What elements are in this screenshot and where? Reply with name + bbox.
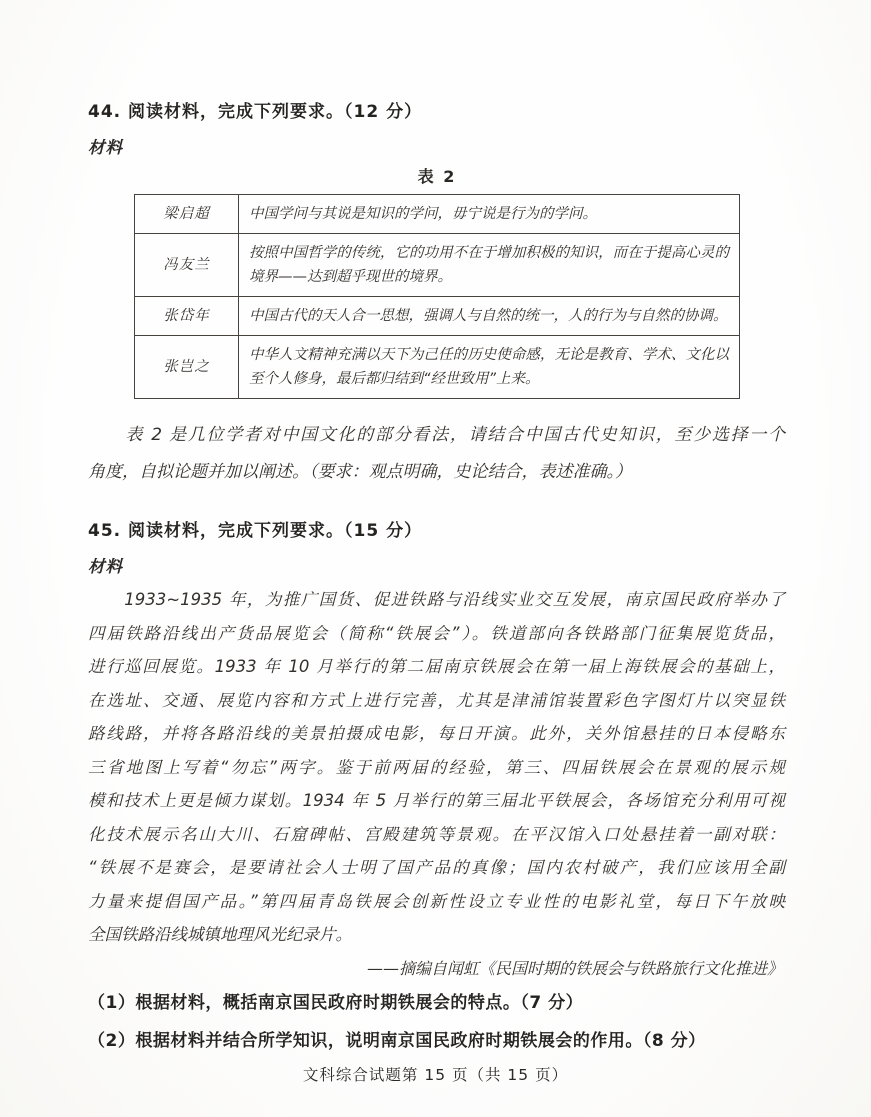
scholar-view: 中国学问与其说是知识的学问，毋宁说是行为的学问。 bbox=[239, 195, 740, 234]
page-footer: 文科综合试题第 15 页（共 15 页） bbox=[302, 1066, 569, 1084]
q44-prompt-line: 表 2 是几位学者对中国文化的部分看法，请结合中国古代史知识，至少选择一个 bbox=[125, 425, 785, 445]
material-line: 在选址、交通、展览内容和方式上进行完善，尤其是津浦馆装置彩色字图灯片以突显铁 bbox=[88, 690, 785, 710]
q45-subquestion-2: （2）根据材料并结合所学知识，说明南京国民政府时期铁展会的作用。（8 分） bbox=[88, 1030, 706, 1051]
material-line: “铁展不是赛会，是要请社会人士明了国产品的真像；国内农村破产，我们应该用全副 bbox=[88, 858, 785, 877]
q45-stem: 45. 阅读材料，完成下列要求。（15 分） bbox=[88, 521, 423, 541]
scholar-name: 张岂之 bbox=[135, 336, 239, 399]
q44-prompt bbox=[88, 417, 785, 491]
material-line: 进行巡回展览。1933 年 10 月举行的第二届南京铁展会在第一届上海铁展会的基础上， bbox=[88, 657, 785, 676]
q44-stem: 44. 阅读材料，完成下列要求。（12 分） bbox=[88, 102, 423, 122]
material-line: 路线路，并将各路沿线的美景拍摄成电影，每日开演。此外，关外馆悬挂的日本侵略东 bbox=[88, 724, 785, 743]
q45-material-label: 材料 bbox=[88, 557, 123, 576]
material-line: 全国铁路沿线城镇地理风光纪录片。 bbox=[88, 925, 352, 944]
q44-scholar-table bbox=[134, 194, 740, 399]
scholar-view: 按照中国哲学的传统，它的功用不在于增加积极的知识，而在于提高心灵的境界——达到超乎现世的境界。 bbox=[239, 234, 740, 297]
scholar-name: 梁启超 bbox=[135, 195, 239, 234]
table-row bbox=[135, 234, 740, 297]
material-line: 力量来提倡国产品。”第四届青岛铁展会创新性设立专业性的电影礼堂，每日下午放映 bbox=[88, 891, 785, 911]
scholar-view: 中华人文精神充满以天下为己任的历史使命感，无论是教育、学术、文化以至个人修身，最后都归结到“经世致用”上来。 bbox=[239, 336, 740, 399]
material-line: 三省地图上写着“勿忘”两字。鉴于前两届的经验，第三、四届铁展会在景观的展示规 bbox=[88, 757, 785, 777]
material-line: 化技术展示名山大川、石窟碑帖、宫殿建筑等景观。在平汉馆入口处悬挂着一副对联： bbox=[88, 824, 785, 844]
scholar-name: 冯友兰 bbox=[135, 234, 239, 297]
material-line: 四届铁路沿线出产货品展览会（简称“铁展会”）。铁道部向各铁路部门征集展览货品， bbox=[88, 623, 785, 643]
scholar-name: 张岱年 bbox=[135, 297, 239, 336]
material-line: 1933~1935 年，为推广国货、促进铁路与沿线实业交互发展，南京国民政府举办了 bbox=[124, 590, 785, 609]
q45-source-attribution: ——摘编自闻虹《民国时期的铁展会与铁路旅行文化推进》 bbox=[366, 958, 783, 978]
q44-material-label: 材料 bbox=[88, 138, 123, 157]
q45-material-body bbox=[88, 583, 785, 952]
table-row bbox=[135, 195, 740, 234]
q45-subquestion-1: （1）根据材料，概括南京国民政府时期铁展会的特点。（7 分） bbox=[88, 992, 584, 1013]
q44-table-caption: 表 2 bbox=[417, 167, 457, 186]
scholar-view: 中国古代的天人合一思想，强调人与自然的统一，人的行为与自然的协调。 bbox=[239, 297, 740, 336]
table-row bbox=[135, 336, 740, 399]
material-line: 模和技术上更是倾力谋划。1934 年 5 月举行的第三届北平铁展会，各场馆充分利用可视 bbox=[88, 791, 785, 810]
q44-prompt-line: 角度，自拟论题并加以阐述。（要求：观点明确，史论结合，表述准确。） bbox=[88, 462, 632, 482]
table-row bbox=[135, 297, 740, 336]
